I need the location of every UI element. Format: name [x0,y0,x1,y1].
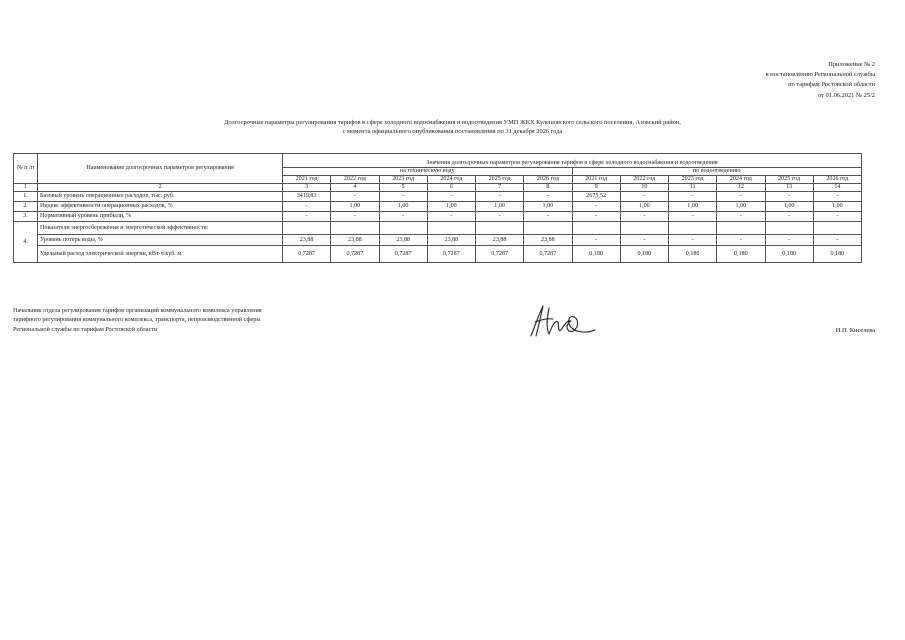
row-value: 23,88 [476,235,524,246]
row-value: 0,180 [717,246,765,263]
appendix-line: по тарифам Ростовской области [788,81,875,89]
row-value: 1,00 [620,202,668,212]
row-value: - [427,192,475,202]
row-num: 4. [14,222,38,263]
row-value: 23,88 [524,235,572,246]
table-row [14,222,862,235]
row-name: Удельный расход электрической энергии, кВт·ч/куб. м [38,246,283,263]
column-index: 5 [379,184,427,192]
appendix-line: Приложение № 2 [828,61,875,68]
row-value: - [283,212,331,222]
row-value: 1,00 [476,202,524,212]
year-header: 2024 год [427,176,475,184]
row-value: - [620,212,668,222]
row-value: - [669,192,717,202]
row-value: - [717,192,765,202]
header-num: № п /п [14,154,38,184]
row-value: 23,88 [379,235,427,246]
row-value: - [524,212,572,222]
table-row [14,192,862,202]
row-value: - [765,235,813,246]
row-value: - [331,212,379,222]
row-value: - [379,192,427,202]
row-value: - [717,235,765,246]
title-line: с момента официального опубликования постановления по 31 декабря 2026 года [342,128,563,135]
row-num: 2. [14,202,38,212]
header-group: Значения долгосрочных параметров регулирования тарифов в сфере холодного водоснабжения и водоотведения [283,154,862,168]
column-index: 3 [283,184,331,192]
appendix-line: от 01.06.2021 № 25/2 [818,91,875,99]
row-value: 0,7287 [331,246,379,263]
row-value: 1,00 [813,202,861,212]
year-header: 2026 год [524,176,572,184]
row-value: - [669,212,717,222]
column-index: 1 [14,184,38,192]
row-value: 1,00 [765,202,813,212]
header-water: на техническую воду [283,168,573,176]
row-value: - [765,192,813,202]
column-index: 6 [427,184,475,192]
row-value: - [813,235,861,246]
row-value: 1,00 [717,202,765,212]
row-value: - [283,202,331,212]
title-line: Долгосрочные параметры регулирования тарифов в сфере холодного водоснабжения и водоотведения УМП ЖКХ Кулешовского сельского поселения, Азовский район, [224,119,681,126]
column-index: 13 [765,184,813,192]
year-header: 2026 год [813,176,861,184]
row-value: 2675,52 [572,192,620,202]
column-index-row [14,184,862,192]
row-value: 0,180 [669,246,717,263]
year-header: 2021 год [283,176,331,184]
year-header: 2024 год [717,176,765,184]
row-value: 0,7287 [283,246,331,263]
column-index: 10 [620,184,668,192]
column-index: 7 [476,184,524,192]
signer-position [13,306,343,334]
row-value: 1,00 [331,202,379,212]
row-value: - [669,235,717,246]
document-title [0,118,905,136]
column-index: 12 [717,184,765,192]
row-name: Нормативный уровень прибыли, % [38,212,283,222]
appendix-block [766,60,875,101]
column-index: 11 [669,184,717,192]
position-line: Начальник отдела регулирования тарифов организаций коммунального комплекса управления [13,307,262,314]
appendix-line: к постановлению Региональной службы [765,71,875,79]
row-value: - [717,212,765,222]
row-value: - [620,192,668,202]
table-row [14,246,862,263]
table-row [14,212,862,222]
row-value: 0,7287 [524,246,572,263]
row-value: - [331,192,379,202]
table-row [14,235,862,246]
column-index: 8 [524,184,572,192]
position-line: Региональной службы по тарифам Ростовской области [13,325,158,333]
row-num: 1. [14,192,38,202]
handwritten-signature [525,300,600,340]
row-value: - [813,192,861,202]
row-name: Индекс эффективности операционных расходов, % [38,202,283,212]
signer-name: И.П. Киселева [835,327,875,334]
year-header: 2025 год [765,176,813,184]
year-header: 2021 год [572,176,620,184]
row-value: 23,88 [427,235,475,246]
year-header: 2025 год [476,176,524,184]
row-value: - [572,202,620,212]
row-num: 3. [14,212,38,222]
parameters-table [13,153,862,263]
row-value: - [765,212,813,222]
row-value: - [572,212,620,222]
header-sewage: по водоотведению [572,168,862,176]
row-value: - [379,212,427,222]
position-line: тарифного регулирования коммунального комплекса, транспорта, непроизводственной сферы [13,316,261,324]
header-name: Наименование долгосрочных параметров регулирования [38,154,283,184]
column-index: 14 [813,184,861,192]
table-row [14,202,862,212]
row-value: 0,180 [620,246,668,263]
row-name: Уровень потерь воды, % [38,235,283,246]
year-header: 2022 год [620,176,668,184]
year-header: 2023 год [669,176,717,184]
year-header: 2023 год [379,176,427,184]
row-value: - [524,192,572,202]
row-value: - [476,212,524,222]
row-value: 0,7287 [379,246,427,263]
year-header: 2022 год [331,176,379,184]
row-value: - [620,235,668,246]
row-value: 23,88 [331,235,379,246]
row-value: 1,00 [427,202,475,212]
column-index: 2 [38,184,283,192]
row-value: 0,180 [813,246,861,263]
row-value: 3419,83 [283,192,331,202]
row-value: - [427,212,475,222]
row-name: Базовый уровень операционных расходов, тыс. руб. [38,192,283,202]
column-index: 4 [331,184,379,192]
row-value: 1,00 [524,202,572,212]
row-value: 23,88 [283,235,331,246]
row-value: 0,180 [765,246,813,263]
row-value: - [476,192,524,202]
row-value: - [813,212,861,222]
row-heading: Показатели энергосбережения и энергетической эффективности: [38,222,283,235]
row-value: 1,00 [379,202,427,212]
row-value: 0,7287 [476,246,524,263]
column-index: 9 [572,184,620,192]
row-value: 1,00 [669,202,717,212]
row-value: 0,180 [572,246,620,263]
row-value: 0,7287 [427,246,475,263]
row-value: - [572,235,620,246]
